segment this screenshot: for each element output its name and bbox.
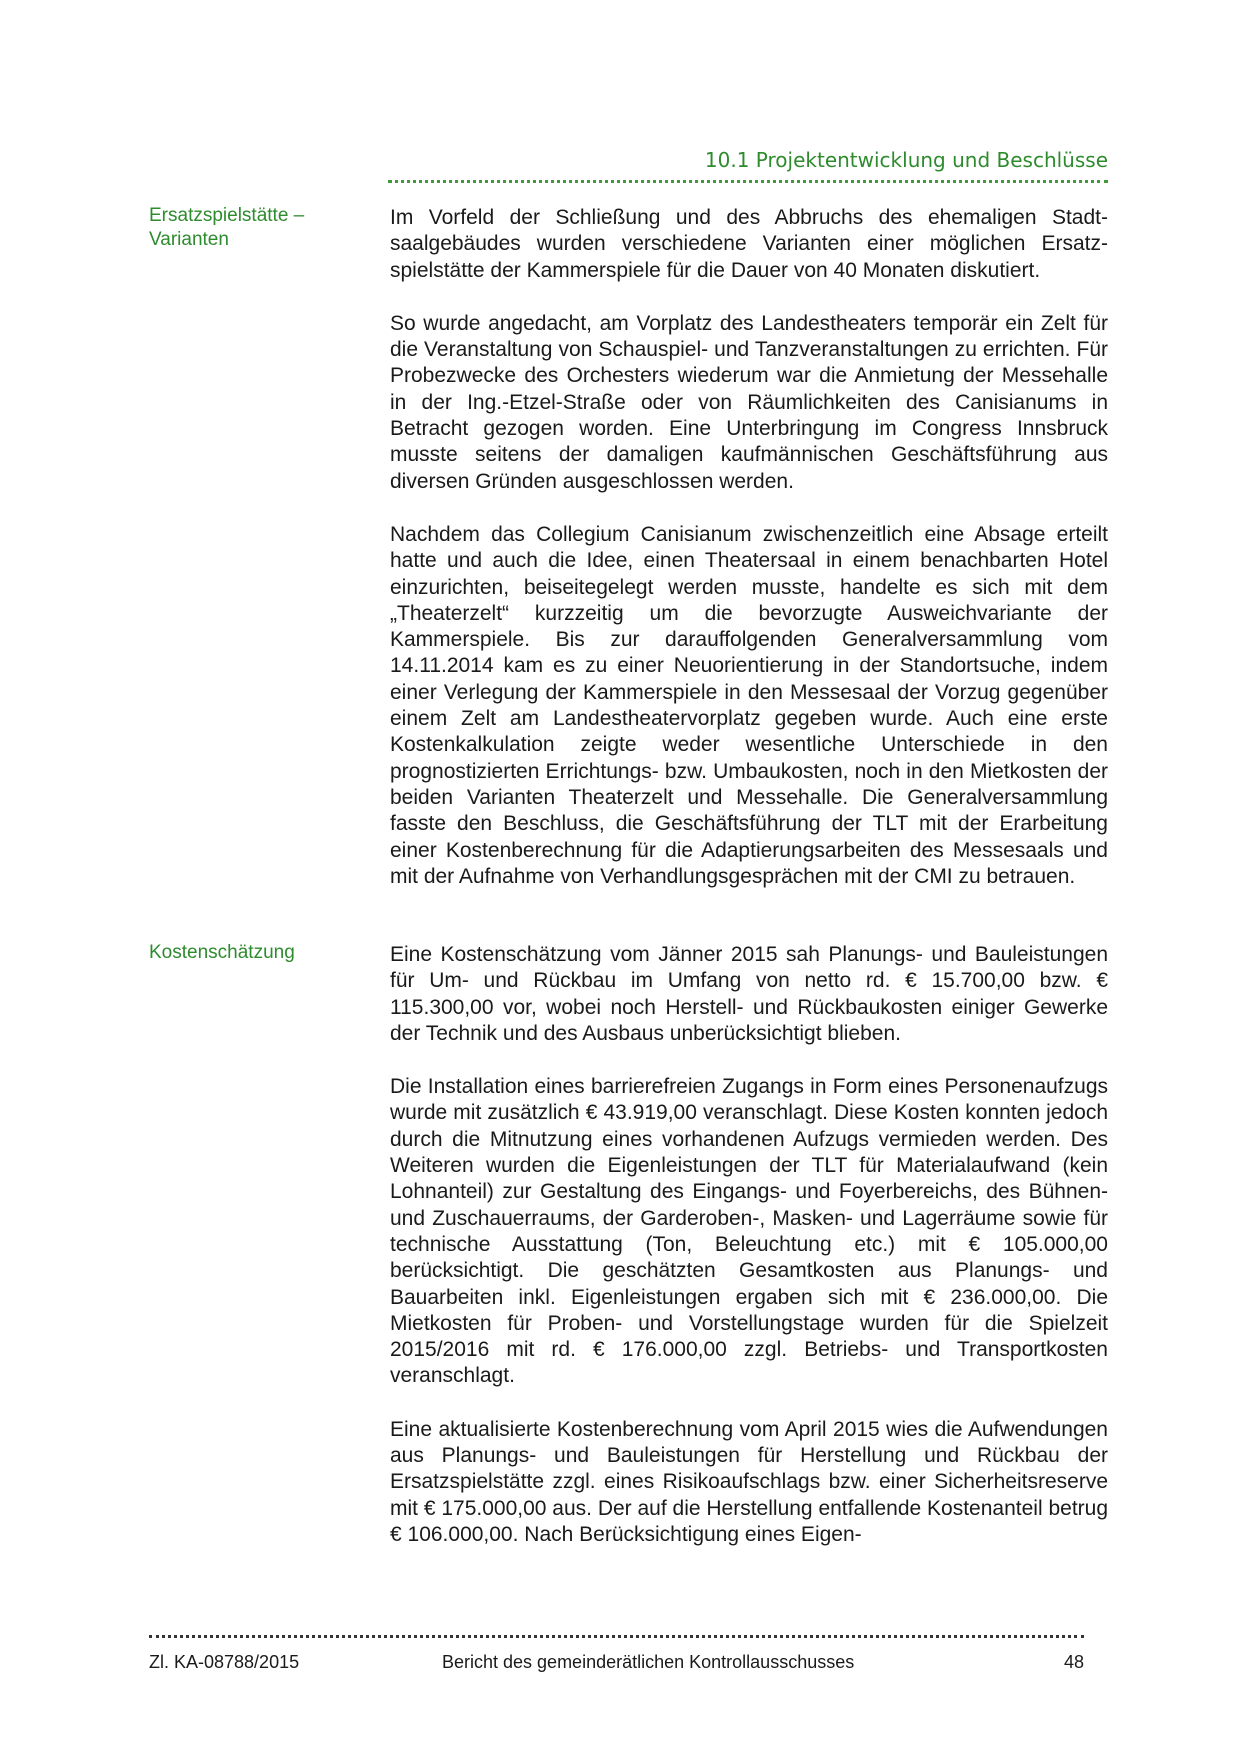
- paragraph: Eine aktualisierte Kostenberechnung vom April 2015 wies die Aufwendungen aus Planungs- und Bauleistungen für Herstellung und Rückbau der Ersatzspielstätte zzgl. eines Risikoaufschlags bzw. einer Sicherheitsreserve mit € 175.000,00 aus. Der auf die Herstellung entfallende Kostenanteil betrug € 106.000,00. Nach Berücksichtigung eines Eigen-: [390, 1417, 1108, 1546]
- footer-report-title: Bericht des gemeinderätlichen Kontrollausschusses: [442, 1652, 855, 1672]
- footer-reference: Zl. KA-08788/2015: [149, 1652, 300, 1672]
- margin-label-ersatzspielstaette: Ersatzspielstätte – Varianten: [149, 205, 305, 250]
- paragraph: Eine Kostenschätzung vom Jänner 2015 sah Planungs- und Bauleistungen für Um- und Rückbau im Umfang von netto rd. € 15.700,00 bzw. € 115.300,00 vor, wobei noch Herstell- und Rückbaukosten einiger Gewerke der Technik und des Ausbaus unberücksichtigt blieben.: [390, 943, 1108, 1045]
- paragraph: So wurde angedacht, am Vorplatz des Landestheaters temporär ein Zelt für die Veranstaltung von Schauspiel- und Tanzveranstaltungen zu errichten. Für Probezwecke des Orchesters wiederum war die Anmietung der Messehalle in der Ing.-Etzel-Straße oder von Räumlichkeiten des Canisianums in Betracht gezogen worden. Eine Unterbringung im Congress Innsbruck musste seitens der damaligen kaufmännischen Geschäftsführung aus diversen Gründen ausgeschlossen werden.: [390, 311, 1108, 493]
- paragraph: Die Installation eines barrierefreien Zugangs in Form eines Personenaufzugs wurde mit zusätzlich € 43.919,00 veranschlagt. Diese Kosten konnten jedoch durch die Mitnutzung eines vorhandenen Aufzugs vermieden werden. Des Weiteren wurden die Eigenleistungen der TLT für Materialaufwand (kein Lohnanteil) zur Gestaltung des Eingangs- und Foyerbereichs, des Bühnen- und Zuschauerraums, der Garderoben-, Masken- und Lagerräume sowie für technische Ausstattung (Ton, Beleuchtung etc.) mit € 105.000,00 berücksichtigt. Die geschätzten Gesamtkosten aus Planungs- und Bauarbeiten inkl. Eigenleistungen ergaben sich mit € 236.000,00. Die Mietkosten für Proben- und Vorstellungstage wurden für die Spielzeit 2015/2016 mit rd. € 176.000,00 zzgl. Betriebs- und Transportkosten veranschlagt.: [390, 1075, 1108, 1388]
- footer-divider: [149, 1635, 1084, 1638]
- paragraph: Im Vorfeld der Schließung und des Abbruchs des ehemaligen Stadtsaalgebäudes wurden verschiedene Varianten einer möglichen Ersatzspielstätte der Kammerspiele für die Dauer von 40 Monaten diskutiert.: [390, 206, 1108, 282]
- paragraph: Nachdem das Collegium Canisianum zwischenzeitlich eine Absage erteilt hatte und auch die Idee, einen Theatersaal in einem benachbarten Hotel einzurichten, beiseitegelegt werden musste, handelte es sich mit dem „Theaterzelt“ kurzzeitig um die bevorzugte Ausweichvariante der Kammerspiele. Bis zur darauffolgenden Generalversammlung vom 14.11.2014 kam es zu einer Neuorientierung in der Standortsuche, indem einer Verlegung der Kammerspiele in den Messesaal der Vorzug gegenüber einem Zelt am Landestheatervorplatz gegeben wurde. Auch eine erste Kostenkalkulation zeigte weder wesentliche Unterschiede in den prognostizierten Errichtungs- bzw. Umbaukosten, noch in den Mietkosten der beiden Varianten Theaterzelt und Messehalle. Die Generalversammlung fasste den Beschluss, die Geschäftsführung der TLT mit der Erarbeitung einer Kostenberechnung für die Adaptierungsarbeiten des Messesaals und mit der Aufnahme von Verhandlungsgesprächen mit der CMI zu betrauen.: [390, 522, 1108, 888]
- section-ersatzspielstaette: [390, 205, 1108, 917]
- page-header: [388, 146, 1108, 183]
- chapter-title: 10.1 Projektentwicklung und Beschlüsse: [704, 148, 1108, 172]
- margin-label-kostenschaetzung: Kostenschätzung: [149, 942, 295, 963]
- page-number: 48: [1064, 1652, 1085, 1672]
- section-kostenschaetzung: [390, 942, 1108, 1575]
